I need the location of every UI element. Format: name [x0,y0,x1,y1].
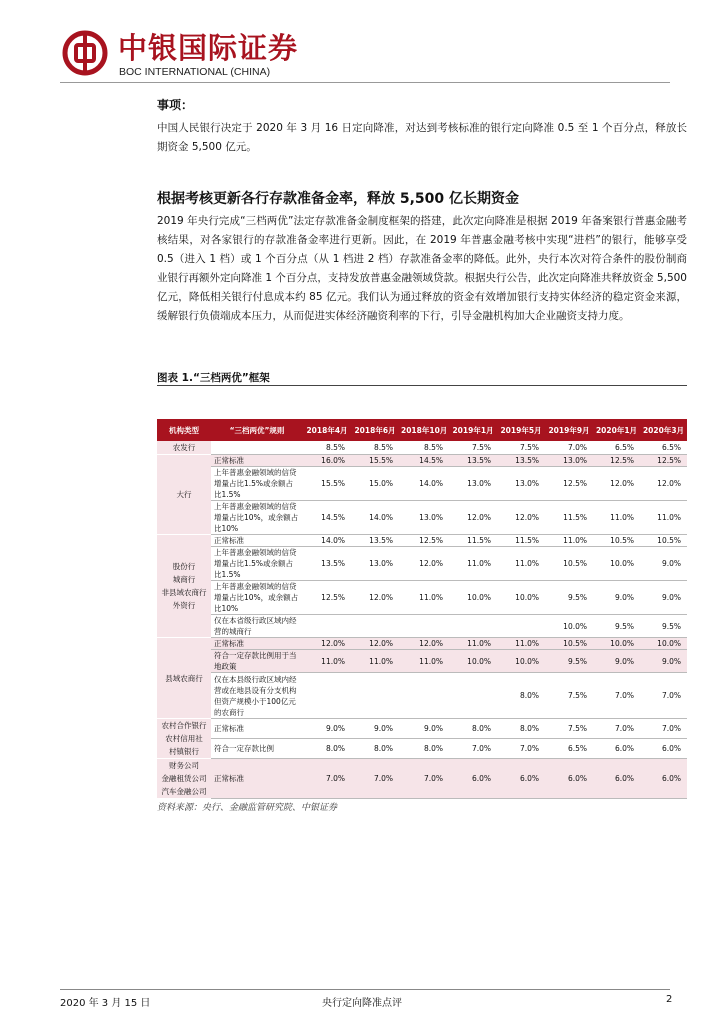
boc-logo-icon [62,30,108,76]
ratio-cell: 8.5% [351,441,399,455]
ratio-cell: 10.5% [640,535,687,547]
rule-cell: 正常标准 [211,455,303,467]
figure-source: 资料来源：央行、金融监管研究院、中银证券 [157,803,338,813]
ratio-cell: 10.5% [545,638,593,650]
brand-name-cn: 中银国际证券 [118,31,299,65]
table-row [157,547,687,581]
ratio-cell [497,615,545,638]
ratio-cell: 11.0% [449,547,497,581]
rule-cell: 符合一定存款比例用于当地政策 [211,650,303,673]
ratio-cell: 7.0% [593,719,640,739]
ratio-cell: 7.0% [449,739,497,759]
ratio-cell: 12.5% [399,535,449,547]
header-divider [60,82,670,83]
ratio-cell: 8.0% [497,719,545,739]
ratio-cell: 10.0% [545,615,593,638]
ratio-cell: 9.5% [593,615,640,638]
table-row [157,535,687,547]
ratio-cell: 8.0% [399,739,449,759]
ratio-cell: 11.0% [497,547,545,581]
ratio-cell: 12.0% [640,467,687,501]
ratio-cell [449,615,497,638]
ratio-cell: 8.5% [399,441,449,455]
ratio-cell: 9.5% [640,615,687,638]
header-cell: “三档两优”规则 [211,419,303,441]
event-heading: 事项： [157,98,194,112]
rrr-framework-table [157,419,687,799]
ratio-cell: 11.0% [303,650,351,673]
ratio-cell: 12.5% [640,455,687,467]
header-cell: 2019年1月 [449,419,497,441]
rule-cell: 上年普惠金融领域的信贷增量占比10%，或余额占比10% [211,581,303,615]
ratio-cell: 12.0% [399,547,449,581]
ratio-cell: 7.0% [545,441,593,455]
header-cell: 2018年10月 [399,419,449,441]
rule-cell: 正常标准 [211,535,303,547]
rule-cell [211,441,303,455]
rule-cell: 仅在本县级行政区域内经营或在地县设有分支机构但资产规模小于100亿元的农商行 [211,673,303,719]
ratio-cell: 11.0% [399,650,449,673]
brand-name-en: BOC INTERNATIONAL (CHINA) [119,66,271,78]
rule-cell: 符合一定存款比例 [211,739,303,759]
header-cell: 2019年5月 [497,419,545,441]
ratio-cell: 9.0% [593,650,640,673]
ratio-cell: 11.5% [545,501,593,535]
section-title: 根据考核更新各行存款准备金率，释放 5,500 亿长期资金 [157,191,520,207]
ratio-cell: 11.0% [497,638,545,650]
ratio-cell: 7.0% [399,759,449,799]
ratio-cell [399,673,449,719]
ratio-cell: 11.5% [449,535,497,547]
ratio-cell: 7.5% [545,673,593,719]
ratio-cell [399,615,449,638]
ratio-cell: 7.5% [497,441,545,455]
institution-cell: 大行 [157,455,211,535]
ratio-cell: 15.5% [303,467,351,501]
ratio-cell: 6.0% [449,759,497,799]
ratio-cell [303,615,351,638]
ratio-cell: 14.0% [351,501,399,535]
ratio-cell: 10.0% [497,650,545,673]
ratio-cell: 12.0% [593,467,640,501]
ratio-cell: 12.5% [303,581,351,615]
ratio-cell: 10.0% [449,650,497,673]
table-row [157,739,687,759]
ratio-cell: 15.5% [351,455,399,467]
ratio-cell: 7.5% [449,441,497,455]
institution-cell: 财务公司 金融租赁公司 汽车金融公司 [157,759,211,799]
ratio-cell: 9.0% [640,581,687,615]
table-row [157,719,687,739]
ratio-cell: 13.0% [351,547,399,581]
ratio-cell: 14.0% [303,535,351,547]
ratio-cell: 7.0% [303,759,351,799]
ratio-cell: 13.5% [497,455,545,467]
ratio-cell: 14.5% [303,501,351,535]
ratio-cell: 6.0% [640,739,687,759]
ratio-cell: 6.0% [640,759,687,799]
ratio-cell: 10.0% [593,638,640,650]
ratio-cell: 8.0% [449,719,497,739]
ratio-cell: 13.5% [303,547,351,581]
institution-cell: 股份行 城商行 非县域农商行 外资行 [157,535,211,638]
ratio-cell: 12.0% [449,501,497,535]
ratio-cell: 9.0% [593,581,640,615]
ratio-cell: 14.5% [399,455,449,467]
ratio-cell: 9.0% [640,547,687,581]
table-row [157,501,687,535]
table-row [157,455,687,467]
ratio-cell: 10.0% [497,581,545,615]
table-header-row [157,419,687,441]
rule-cell: 正常标准 [211,638,303,650]
footer-date: 2020 年 3 月 15 日 [60,998,151,1009]
ratio-cell: 8.0% [351,739,399,759]
figure-title-rule [157,385,687,386]
ratio-cell: 6.0% [593,759,640,799]
rule-cell: 上年普惠金融领域的信贷增量占比10%，或余额占比10% [211,501,303,535]
institution-cell: 县域农商行 [157,638,211,719]
ratio-cell: 7.0% [640,719,687,739]
ratio-cell [351,615,399,638]
institution-cell: 农村合作银行 农村信用社 村镇银行 [157,719,211,759]
rule-cell: 正常标准 [211,719,303,739]
ratio-cell: 10.0% [449,581,497,615]
ratio-cell: 12.0% [351,638,399,650]
ratio-cell: 11.0% [593,501,640,535]
ratio-cell: 6.5% [640,441,687,455]
ratio-cell: 7.0% [640,673,687,719]
table-body [157,441,687,799]
ratio-cell [449,673,497,719]
page-number: 2 [666,994,673,1005]
table-row [157,759,687,799]
ratio-cell: 11.0% [449,638,497,650]
ratio-cell: 12.0% [399,638,449,650]
ratio-cell: 13.0% [545,455,593,467]
ratio-cell: 11.5% [497,535,545,547]
ratio-cell: 12.5% [545,467,593,501]
rule-cell: 上年普惠金融领域的信贷增量占比1.5%或余额占比1.5% [211,547,303,581]
ratio-cell: 8.0% [497,673,545,719]
ratio-cell: 12.0% [351,581,399,615]
ratio-cell: 7.0% [351,759,399,799]
event-body: 中国人民银行决定于 2020 年 3 月 16 日定向降准，对达到考核标准的银行定向降准 0.5 至 1 个百分点，释放长期资金 5,500 亿元。 [157,122,687,153]
ratio-cell [351,673,399,719]
rule-cell: 正常标准 [211,759,303,799]
ratio-cell: 9.0% [399,719,449,739]
ratio-cell: 11.0% [351,650,399,673]
section-paragraph: 2019 年央行完成“三档两优”法定存款准备金制度框架的搭建，此次定向降准是根据 2019 年备案银行普惠金融考核结果，对各家银行的存款准备金率进行更新。因此，在 2019 年普惠金融考核中实现“进档”的银行，能够享受 0.5（进入 1 档）或 1 个百分点（从 1 档进 2 档）存款准备金率的降低。此外，央行本次对符合条件的股份制商业银行再额外定向降准 1 个百分点，支持发放普惠金融领域贷款。根据央行公告，此次定向降准共释放资金 5,500 亿元，降低相关银行付息成本约 85 亿元。我们认为通过释放的资金有效增加银行支持实体经济的稳定资金来源，缓解银行负债端成本压力，从而促进实体经济融资利率的下行，引导金融机构加大企业融资支持力度。 [157,215,687,322]
ratio-cell: 6.5% [545,739,593,759]
table-row [157,615,687,638]
institution-cell: 农发行 [157,441,211,455]
ratio-cell: 7.0% [593,673,640,719]
rule-cell: 仅在本省级行政区域内经营的城商行 [211,615,303,638]
ratio-cell: 11.0% [545,535,593,547]
rule-cell: 上年普惠金融领域的信贷增量占比1.5%或余额占比1.5% [211,467,303,501]
header-cell: 2018年6月 [351,419,399,441]
ratio-cell: 11.0% [399,581,449,615]
ratio-cell: 16.0% [303,455,351,467]
ratio-cell: 9.0% [351,719,399,739]
ratio-cell: 10.0% [640,638,687,650]
ratio-cell: 10.5% [545,547,593,581]
table-row [157,581,687,615]
ratio-cell: 13.5% [449,455,497,467]
ratio-cell: 13.5% [351,535,399,547]
ratio-cell: 13.0% [497,467,545,501]
ratio-cell: 13.0% [399,501,449,535]
ratio-cell: 13.0% [449,467,497,501]
ratio-cell: 10.0% [593,547,640,581]
ratio-cell: 6.0% [593,739,640,759]
ratio-cell: 7.5% [545,719,593,739]
ratio-cell: 6.0% [545,759,593,799]
ratio-cell: 6.0% [497,759,545,799]
header-cell: 2018年4月 [303,419,351,441]
header-cell: 2019年9月 [545,419,593,441]
ratio-cell: 12.0% [497,501,545,535]
table-row [157,650,687,673]
header-cell: 机构类型 [157,419,211,441]
ratio-cell: 11.0% [640,501,687,535]
ratio-cell: 12.5% [593,455,640,467]
footer-divider [60,989,670,990]
footer-title: 央行定向降准点评 [322,998,402,1009]
table-row [157,638,687,650]
ratio-cell: 12.0% [303,638,351,650]
ratio-cell: 7.0% [497,739,545,759]
header-cell: 2020年3月 [640,419,687,441]
table-row [157,467,687,501]
ratio-cell: 6.5% [593,441,640,455]
table-row [157,441,687,455]
ratio-cell: 9.5% [545,650,593,673]
ratio-cell: 9.0% [640,650,687,673]
ratio-cell: 9.5% [545,581,593,615]
ratio-cell: 9.0% [303,719,351,739]
ratio-cell: 10.5% [593,535,640,547]
ratio-cell [303,673,351,719]
ratio-cell: 8.5% [303,441,351,455]
table-row [157,673,687,719]
ratio-cell: 15.0% [351,467,399,501]
header-cell: 2020年1月 [593,419,640,441]
ratio-cell: 14.0% [399,467,449,501]
ratio-cell: 8.0% [303,739,351,759]
figure-title: 图表 1.“三档两优”框架 [157,372,270,384]
